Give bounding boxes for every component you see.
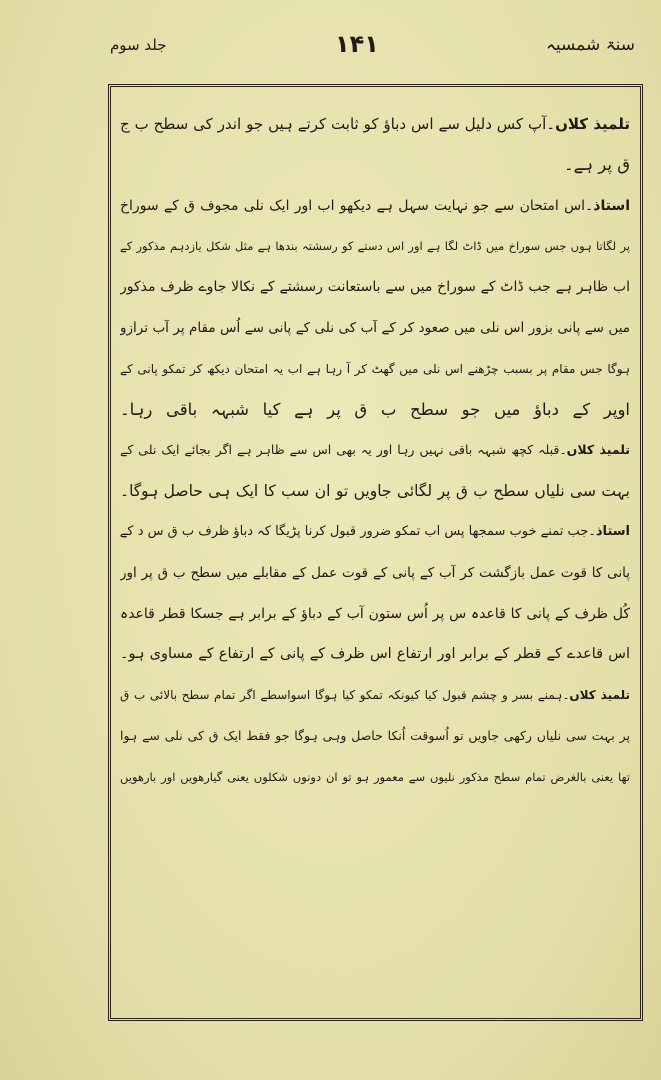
speaker-name: استاذ xyxy=(593,197,630,214)
text-line xyxy=(120,390,630,431)
line-text: ہوگا جس مقام پر بسبب چڑھنے اس نلی میں گھٹ کر آ رہا ہے اب یہ امتحان دیکھ کر تمکو پانی کے xyxy=(120,361,630,376)
text-line xyxy=(120,104,630,145)
line-text: پر لگاتا ہوں جس سوراخ میں ڈاٹ لگا ہے اور اس دستے کو رسشتہ بندھا ہے مثل شکل یازدہم مذکور کے xyxy=(120,239,630,254)
text-line xyxy=(120,145,630,186)
speaker-name: تلمیذ کلاں xyxy=(569,688,630,703)
line-text: تھا یعنی بالغرض تمام سطح مذکور نلیوں سے معمور ہو تو ان دونوں شکلوں یعنی گیارھویں اور بارھویں xyxy=(120,769,630,784)
line-text: پر بہت سی نلیاں رکھی جاویں تو اُسوقت اُنکا حاصل وہی ہوگا جو فقط ایک ق کی نلی سے ہوا xyxy=(120,727,630,743)
text-line xyxy=(120,308,630,349)
book-title: سنۃ شمسیہ xyxy=(545,35,635,55)
text-line xyxy=(120,594,630,635)
text-line xyxy=(120,512,630,553)
text-line xyxy=(120,716,630,757)
speaker-name: تلمیذ کلاں xyxy=(566,442,630,458)
text-line xyxy=(120,186,630,227)
line-text: ۔آپ کس دلیل سے اس دباؤ کو ثابت کرتے ہیں جو اندر کی سطح ب ج xyxy=(120,115,556,133)
body-text xyxy=(120,104,630,1009)
line-text: میں سے پانی بزور اس نلی میں صعود کر کے آب کی نلی کے پانی سے اُس مقام پر آب ترازو xyxy=(120,319,630,336)
text-line xyxy=(120,471,630,512)
text-line xyxy=(120,349,630,390)
text-line xyxy=(120,553,630,594)
text-line xyxy=(120,757,630,798)
line-text: اب ظاہر ہے جب ڈاٹ کے سوراخ میں سے باستعانت رسشتے کے نکالا جاوے ظرف مذکور xyxy=(120,279,630,296)
line-text: ۔قبلہ کچھ شبہہ باقی نہیں رہا اور یہ بھی اس سے ظاہر ہے اگر بجائے ایک نلی کے xyxy=(120,442,567,458)
line-text: ق پر ہے۔ xyxy=(564,154,630,174)
text-line xyxy=(120,430,630,471)
volume-label: جلد سوم xyxy=(110,36,167,54)
line-text: کُل ظرف کے پانی کا قاعدہ س پر اُس ستون آب کے دباؤ کے برابر ہے جسکا قطر قاعدہ xyxy=(120,605,630,622)
line-text: پانی کا قوت عمل بازگشت کر آب کے پانی کے قوت عمل کے مقابلے میں سطح ب ق پر اور xyxy=(120,564,630,581)
line-text: ۔جب تمنے خوب سمجھا پس اب تمکو ضرور قبول کرنا پڑیگا کہ دباؤ ظرف ب ق س د کے xyxy=(120,523,596,539)
speaker-name: تلمیذ کلاں xyxy=(555,115,630,133)
line-text: اس قاعدے کے قطر کے برابر اور ارتفاع اس ظرف کے پانی کے ارتفاع کے مساوی ہو۔ xyxy=(120,646,630,663)
line-text: بہت سی نلیاں سطح ب ق پر لگائی جاویں تو ان سب کا ایک ہی حاصل ہوگا۔ xyxy=(120,482,630,501)
speaker-name: استاذ xyxy=(595,523,630,539)
text-line xyxy=(120,267,630,308)
text-line xyxy=(120,634,630,675)
page-number: ۱۴۱ xyxy=(335,30,379,58)
line-text: ۔ہمنے بسر و چشم قبول کیا کیونکہ تمکو کیا ہوگا اسواسطے اگر تمام سطح بالائی ب ق xyxy=(120,688,570,703)
text-line xyxy=(120,226,630,267)
line-text: ۔اس امتحان سے جو نہایت سہل ہے دیکھو اب اور ایک نلی مجوف ق کے سوراخ xyxy=(120,197,594,214)
text-line xyxy=(120,675,630,716)
line-text: اوپر کے دباؤ میں جو سطح ب ق پر ہے کیا شبہہ باقی رہا۔ xyxy=(120,399,630,419)
page-header xyxy=(100,28,645,68)
